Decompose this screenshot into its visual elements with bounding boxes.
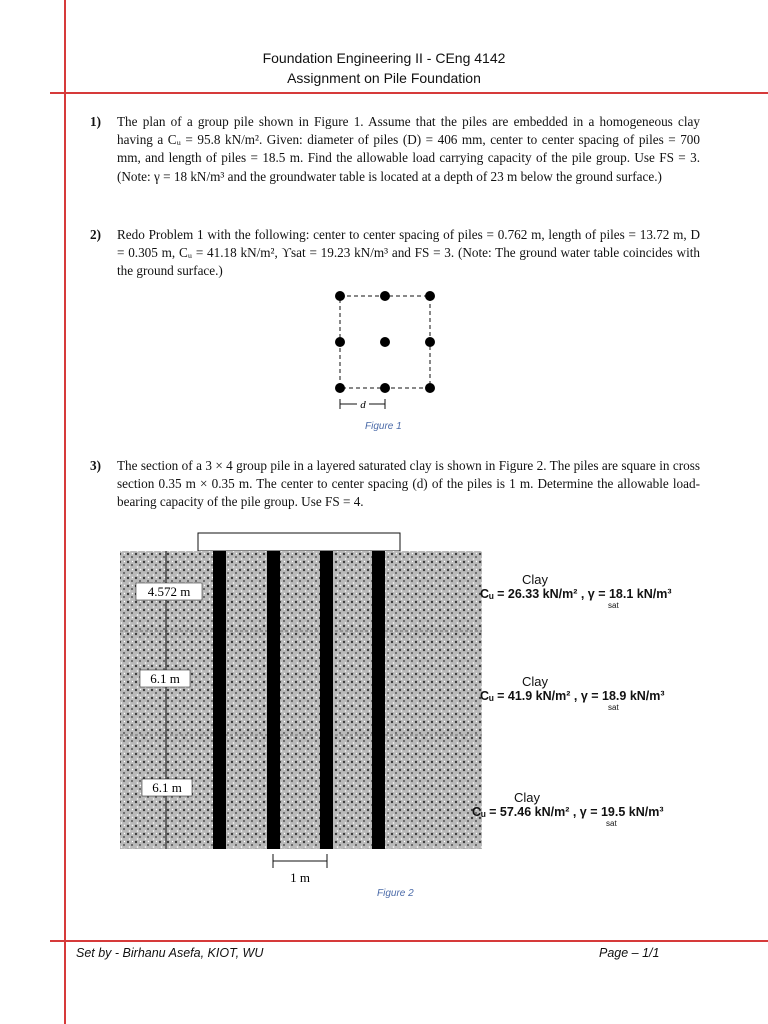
pile bbox=[425, 337, 435, 347]
pile bbox=[372, 551, 385, 849]
header-rule bbox=[50, 92, 768, 94]
pile bbox=[267, 551, 280, 849]
problem-1 bbox=[90, 113, 700, 186]
problem-2 bbox=[90, 226, 700, 281]
figure-2-soil-section bbox=[118, 528, 498, 898]
problem-text: The section of a 3 × 4 group pile in a layered saturated clay is shown in Figure 2. The piles are square in cross section 0.35 m × 0.35 m. The center to center spacing (d) of the piles is 1 m. Determine the allowable load-bearing capacity of the pile group. Use FS = 4. bbox=[117, 458, 700, 510]
pile bbox=[380, 383, 390, 393]
pile bbox=[335, 291, 345, 301]
layer-1-thickness: 4.572 m bbox=[147, 584, 191, 599]
layer-soil-type: Clay bbox=[522, 674, 549, 689]
footer-rule bbox=[50, 940, 768, 942]
layer-soil-type: Clay bbox=[514, 790, 541, 805]
layer-strength: Cᵤ = 57.46 kN/m² , γ = 19.5 kN/m³ bbox=[472, 805, 664, 819]
pile bbox=[213, 551, 226, 849]
problem-number: 1) bbox=[90, 114, 101, 129]
layer-3-properties: Clay Cᵤ = 57.46 kN/m² , γ = 19.5 kN/m³ sat bbox=[472, 790, 664, 828]
pile bbox=[320, 551, 333, 849]
figure-1-caption: Figure 1 bbox=[365, 421, 402, 432]
problem-number: 2) bbox=[90, 227, 101, 242]
problem-text: Redo Problem 1 with the following: center to center spacing of piles = 0.762 m, length of piles = 13.72 m, D = 0.305 m, Cᵤ = 41.18 kN/m², ϒsat = 19.23 kN/m³ and FS = 3. (Note: The ground water table coincides with the ground surface.) bbox=[117, 227, 700, 279]
layer-2-thickness: 6.1 m bbox=[150, 671, 180, 686]
problem-text: The plan of a group pile shown in Figure 1. Assume that the piles are embedded in a homogeneous clay having a Cᵤ = 95.8 kN/m². Given: diameter of piles (D) = 406 mm, center to center spacing of piles = 700 mm, and length of piles = 18.5 m. Find the allowable load carrying capacity of the pile group. Use FS = 3. (Note: γ = 18 kN/m³ and the groundwater table is located at a depth of 23 m below the ground surface.) bbox=[117, 114, 700, 184]
footer-author: Set by - Birhanu Asefa, KIOT, WU bbox=[76, 946, 264, 960]
layer-soil-type: Clay bbox=[522, 572, 549, 587]
spacing-label: d bbox=[360, 399, 366, 411]
footer-page-number: Page – 1/1 bbox=[599, 946, 660, 960]
spacing-label: 1 m bbox=[290, 870, 310, 885]
pile bbox=[425, 383, 435, 393]
pile bbox=[380, 291, 390, 301]
figure-2-caption: Figure 2 bbox=[377, 888, 414, 899]
pile-cap bbox=[198, 533, 400, 551]
layer-strength: Cᵤ = 26.33 kN/m² , γ = 18.1 kN/m³ bbox=[480, 587, 672, 601]
layer-1-properties: Clay Cᵤ = 26.33 kN/m² , γ = 18.1 kN/m³ sat bbox=[480, 572, 672, 610]
layer-2-properties: Clay Cᵤ = 41.9 kN/m² , γ = 18.9 kN/m³ sat bbox=[480, 674, 665, 712]
problem-3 bbox=[90, 457, 700, 512]
figure-1-pile-plan bbox=[320, 284, 450, 414]
problem-number: 3) bbox=[90, 458, 101, 473]
left-margin-line bbox=[64, 0, 66, 1024]
pile bbox=[335, 383, 345, 393]
pile bbox=[380, 337, 390, 347]
layer-3-thickness: 6.1 m bbox=[152, 780, 182, 795]
document-title: Foundation Engineering II - CEng 4142 bbox=[262, 50, 506, 66]
pile bbox=[335, 337, 345, 347]
pile bbox=[425, 291, 435, 301]
document-subtitle: Assignment on Pile Foundation bbox=[287, 70, 481, 86]
layer-strength: Cᵤ = 41.9 kN/m² , γ = 18.9 kN/m³ bbox=[480, 689, 665, 703]
